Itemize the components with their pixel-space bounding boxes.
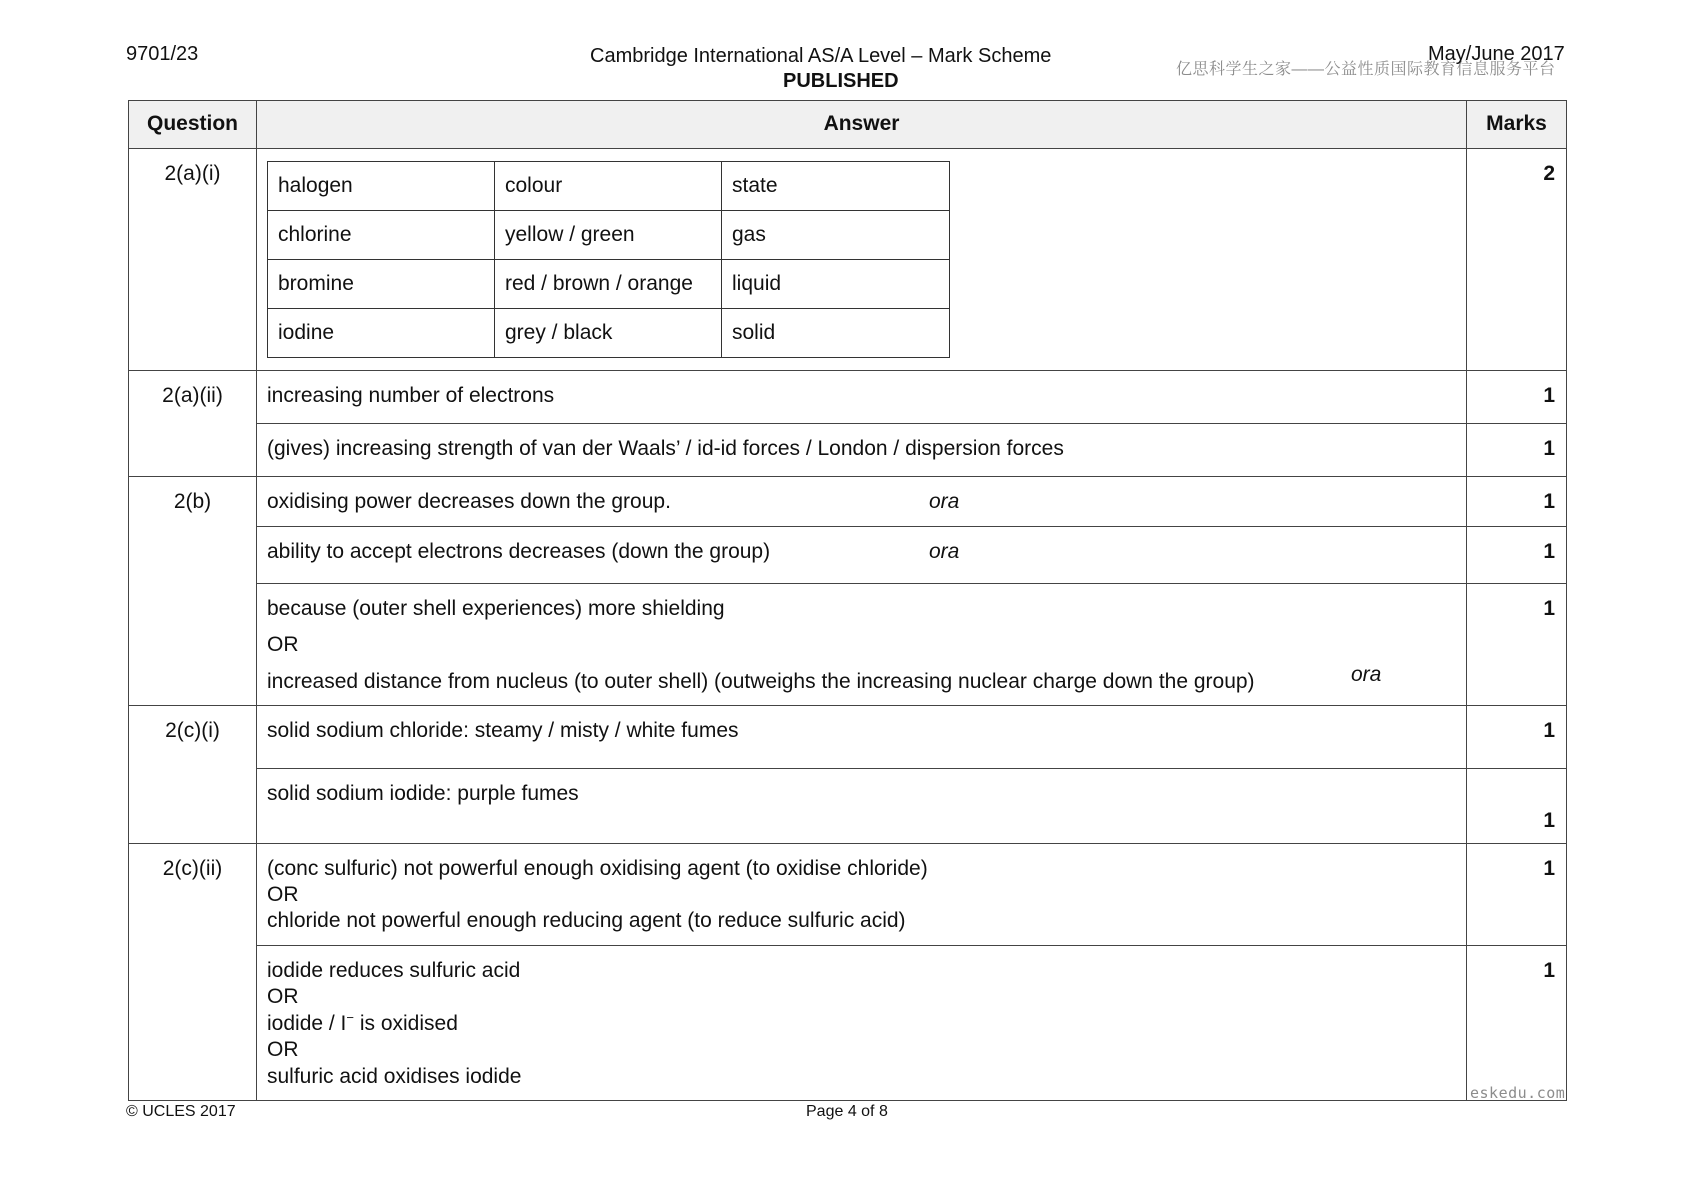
- answer-line: iodide reduces sulfuric acid: [267, 958, 521, 982]
- answer-cell: increasing number of electrons: [257, 371, 1467, 424]
- answer-cell: [257, 843, 1467, 945]
- paper-code: 9701/23: [126, 43, 199, 65]
- answer-line: (conc sulfuric) not powerful enough oxidising agent (to oxidise chloride): [267, 856, 928, 880]
- table-row: [129, 945, 1567, 1100]
- table-row: [129, 843, 1567, 945]
- table-row: [129, 424, 1567, 477]
- watermark-text: 亿思科学生之家——公益性质国际教育信息服务平台: [1176, 61, 1556, 78]
- halogen-header: halogen: [268, 162, 495, 211]
- answer-line: because (outer shell experiences) more shielding: [267, 597, 725, 620]
- question-number: 2(c)(ii): [129, 843, 257, 1100]
- answer-cell: solid sodium iodide: purple fumes: [257, 768, 1467, 843]
- or-separator: OR: [267, 633, 299, 657]
- or-separator: OR: [267, 883, 299, 906]
- state-header: state: [722, 162, 950, 211]
- page-number: Page 4 of 8: [806, 1103, 888, 1120]
- halogen-cell: iodine: [268, 309, 495, 358]
- answer-line: [267, 1010, 1456, 1037]
- answer-line: chloride not powerful enough reducing agent (to reduce sulfuric acid): [267, 909, 906, 933]
- table-row: [129, 768, 1567, 843]
- marks-cell: 1: [1467, 945, 1567, 1100]
- answer-cell: solid sodium chloride: steamy / misty / white fumes: [257, 705, 1467, 768]
- colour-cell: red / brown / orange: [495, 260, 722, 309]
- halogen-table-row: [268, 260, 950, 309]
- marks-cell: 1: [1467, 584, 1567, 706]
- marks-cell: 1: [1467, 768, 1567, 843]
- marks-cell: 2: [1467, 149, 1567, 371]
- exam-session: May/June 2017: [1428, 43, 1565, 65]
- answer-cell: [257, 945, 1467, 1100]
- state-cell: gas: [722, 211, 950, 260]
- marks-cell: 1: [1467, 527, 1567, 584]
- table-row: [129, 477, 1567, 527]
- halogen-table-row: [268, 162, 950, 211]
- answer-column-header: Answer: [257, 101, 1467, 149]
- copyright: © UCLES 2017: [126, 1103, 236, 1120]
- answer-line: increased distance from nucleus (to outer shell) (outweighs the increasing nuclear charge down the group): [267, 669, 1255, 693]
- colour-cell: yellow / green: [495, 211, 722, 260]
- state-cell: liquid: [722, 260, 950, 309]
- halogen-table-row: [268, 211, 950, 260]
- table-row: [129, 527, 1567, 584]
- answer-cell: [257, 149, 1467, 371]
- marks-cell: 1: [1467, 477, 1567, 527]
- document-subtitle: PUBLISHED: [783, 70, 899, 92]
- halogen-table-row: [268, 309, 950, 358]
- or-separator: OR: [267, 984, 299, 1008]
- answer-text: ability to accept electrons decreases (down the group): [267, 540, 771, 563]
- question-number: 2(a)(i): [129, 149, 257, 371]
- answer-text: oxidising power decreases down the group.: [267, 490, 671, 513]
- ora-note: ora: [929, 490, 960, 513]
- halogen-table: [267, 161, 950, 358]
- superscript-minus: −: [346, 1010, 354, 1025]
- marks-cell: 1: [1467, 843, 1567, 945]
- oxidised-text: is oxidised: [353, 1012, 458, 1035]
- marks-cell: 1: [1467, 371, 1567, 424]
- or-separator: OR: [267, 1038, 299, 1062]
- document-title: Cambridge International AS/A Level – Mark Scheme: [590, 45, 1052, 67]
- answer-cell: [257, 477, 1467, 527]
- question-number: 2(b): [129, 477, 257, 706]
- ora-note: ora: [1351, 663, 1382, 686]
- table-header-row: [129, 101, 1567, 149]
- ora-note: ora: [929, 540, 960, 563]
- state-cell: solid: [722, 309, 950, 358]
- halogen-cell: chlorine: [268, 211, 495, 260]
- table-row: [129, 371, 1567, 424]
- answer-line: sulfuric acid oxidises iodide: [267, 1064, 522, 1088]
- answer-cell: [257, 527, 1467, 584]
- table-row: [129, 584, 1567, 706]
- answer-cell: (gives) increasing strength of van der Waals’ / id-id forces / London / dispersion forces: [257, 424, 1467, 477]
- mark-scheme-table: [128, 100, 1567, 1101]
- question-number: 2(a)(ii): [129, 371, 257, 477]
- question-number: 2(c)(i): [129, 705, 257, 843]
- table-row: [129, 705, 1567, 768]
- colour-header: colour: [495, 162, 722, 211]
- marks-cell: 1: [1467, 705, 1567, 768]
- answer-cell: [257, 584, 1467, 706]
- footer-watermark: eskedu.com: [1470, 1084, 1566, 1102]
- iodide-text: iodide / I: [267, 1012, 347, 1035]
- question-column-header: Question: [129, 101, 257, 149]
- marks-column-header: Marks: [1467, 101, 1567, 149]
- table-row: [129, 149, 1567, 371]
- marks-cell: 1: [1467, 424, 1567, 477]
- halogen-cell: bromine: [268, 260, 495, 309]
- colour-cell: grey / black: [495, 309, 722, 358]
